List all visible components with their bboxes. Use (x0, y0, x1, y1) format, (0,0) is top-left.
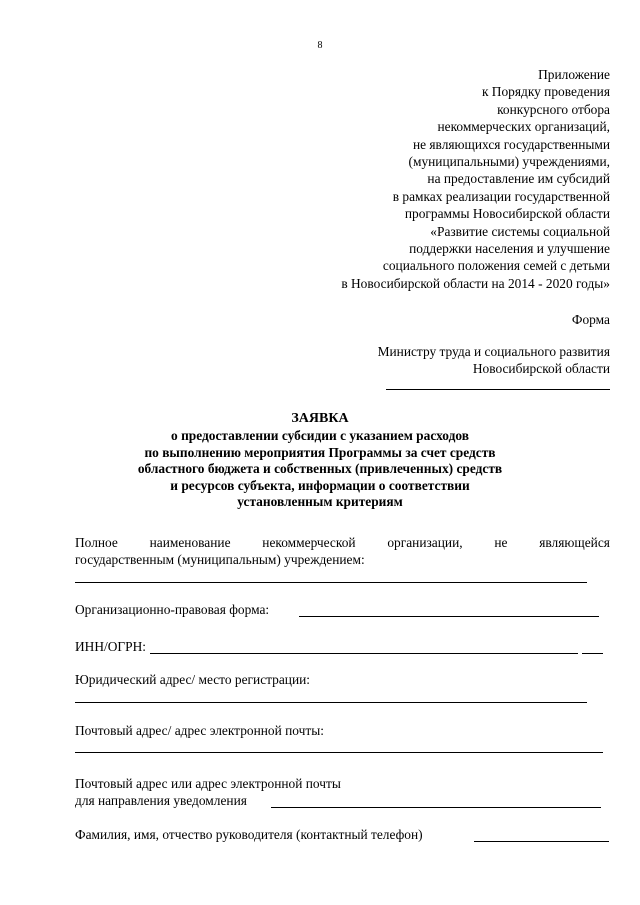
appendix-line: «Развитие системы социальной (430, 223, 610, 239)
full-name-word: являющейся (539, 535, 610, 550)
appendix-line: не являющихся государственными (412, 136, 610, 152)
full-name-label-row-1 (75, 535, 610, 551)
postal-address-input-line[interactable] (75, 752, 603, 753)
title-main: ЗАЯВКА (291, 411, 349, 426)
appendix-line: в рамках реализации государственной (392, 188, 610, 204)
legal-form-label: Организационно-правовая форма: (75, 602, 270, 617)
head-name-input-line[interactable] (474, 841, 609, 842)
appendix-line: конкурсного отбора (497, 101, 610, 117)
full-name-word: наименование (149, 535, 231, 550)
appendix-line: социального положения семей с детьми (382, 258, 610, 274)
appendix-header (270, 66, 610, 292)
addressee-block (378, 343, 610, 378)
full-name-word: Полное (75, 535, 118, 550)
full-name-label-row-2: государственным (муниципальным) учреждением: (75, 552, 365, 567)
head-name-label: Фамилия, имя, отчество руководителя (контактный телефон) (75, 827, 423, 842)
appendix-line: Приложение (538, 67, 610, 82)
addressee-line-1: Министру труда и социального развития (377, 344, 610, 359)
legal-form-input-line[interactable] (299, 616, 599, 617)
notification-input-line[interactable] (271, 807, 601, 808)
full-name-word: не (494, 535, 508, 550)
appendix-line: (муниципальными) учреждениями, (408, 154, 610, 170)
postal-address-label: Почтовый адрес/ адрес электронной почты: (75, 723, 324, 738)
title-line: установленным критериям (237, 494, 403, 510)
inn-ogrn-input-line[interactable] (150, 653, 578, 654)
appendix-line: к Порядку проведения (481, 84, 610, 100)
full-name-word: некоммерческой (262, 535, 356, 550)
notification-label-line-2: для направления уведомления (75, 793, 247, 808)
title-line: областного бюджета и собственных (привлеченных) средств (137, 461, 503, 477)
legal-address-label: Юридический адрес/ место регистрации: (75, 672, 311, 687)
full-name-word: организации, (387, 535, 463, 550)
inn-ogrn-label: ИНН/ОГРН: (75, 639, 146, 654)
appendix-line: некоммерческих организаций, (437, 119, 610, 135)
appendix-line: поддержки населения и улучшение (409, 241, 610, 257)
document-title (0, 411, 640, 510)
addressee-line-2: Новосибирской области (472, 361, 610, 377)
appendix-line: в Новосибирской области на 2014 - 2020 годы» (341, 275, 610, 291)
appendix-line: программы Новосибирской области (404, 206, 610, 222)
inn-ogrn-input-line-end[interactable] (582, 653, 603, 654)
addressee-blank-line[interactable] (386, 389, 610, 390)
page-number: 8 (317, 40, 323, 51)
title-line: о предоставлении субсидии с указанием расходов (171, 428, 469, 444)
appendix-line: на предоставление им субсидий (427, 171, 610, 187)
form-label: Форма (571, 312, 610, 327)
legal-address-input-line[interactable] (75, 702, 587, 703)
title-line: и ресурсов субъекта, информации о соответствии (170, 477, 470, 493)
title-line: по выполнению мероприятия Программы за счет средств (144, 444, 496, 460)
notification-label-line-1: Почтовый адрес или адрес электронной почты (75, 776, 341, 791)
full-name-input-line[interactable] (75, 582, 587, 583)
